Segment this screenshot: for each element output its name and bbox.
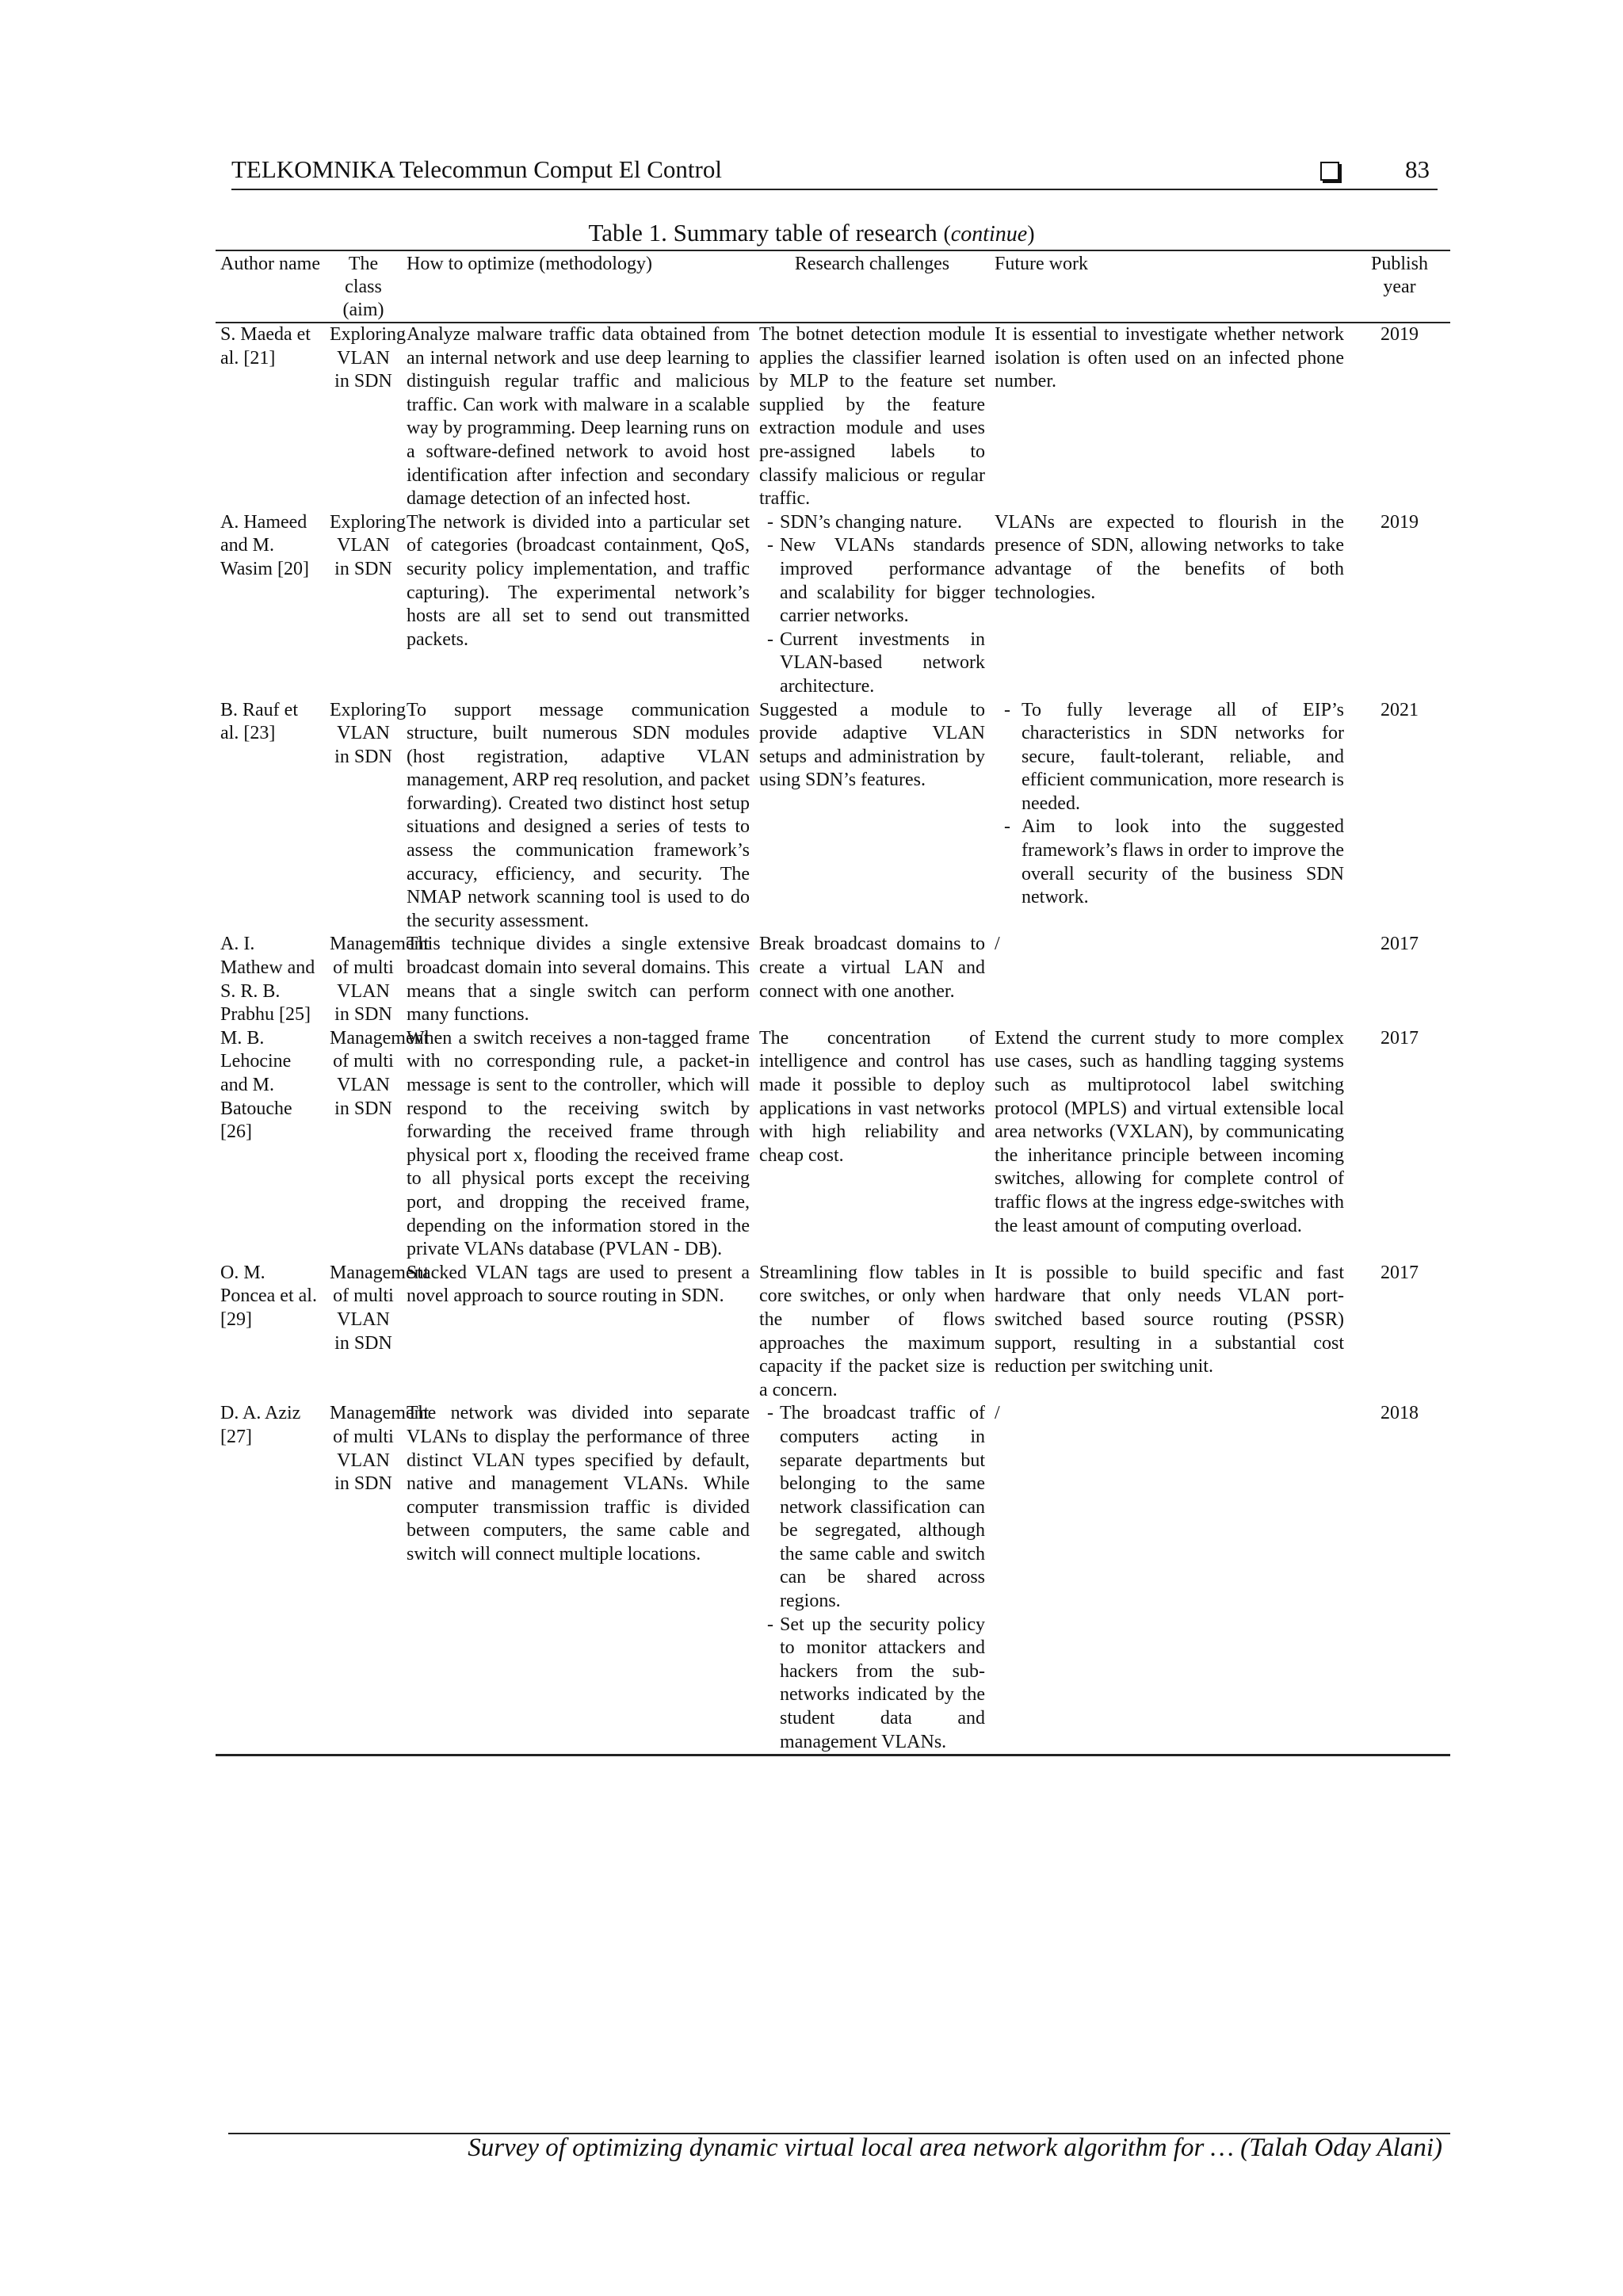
cell-challenges: Suggested a module to provide adaptive VLAN setups and administration by using SDN’s features. bbox=[759, 699, 985, 791]
cell-method: Analyze malware traffic data obtained from an internal network and use deep learning to distinguish regular traffic and malicious traffic. Can work with malware in a scalable way by programming. Deep learning runs on a software-defined network to avoid host identification after infection and secondary damage detection of an infected host. bbox=[407, 324, 750, 510]
cell-method: To support message communication structure, built numerous SDN modules (host registration, adaptive VLAN management, ARP req resolution, and packet forwarding). Created two distinct host setup situations and designed a series of tests to assess the communication framework’s accuracy, efficiency, and security. The NMAP network scanning tool is used to do the security assessment. bbox=[407, 699, 750, 931]
table-row bbox=[216, 511, 1450, 699]
table-caption-suffix: (continue) bbox=[943, 222, 1035, 246]
cell-class: Exploring VLAN in SDN bbox=[330, 324, 406, 392]
col-header-method: How to optimize (methodology) bbox=[402, 250, 754, 323]
cell-challenges bbox=[754, 511, 990, 699]
cell-author: M. B. Lehocine and M. Batouche [26] bbox=[220, 1027, 292, 1143]
cell-year: 2017 bbox=[1381, 1262, 1419, 1283]
cell-future: It is essential to investigate whether network isolation is often used on an infected phone number. bbox=[995, 324, 1344, 392]
cell-class: Exploring VLAN in SDN bbox=[330, 511, 406, 579]
cell-future: It is possible to build specific and fast hardware that only needs VLAN port-switched based source routing (PSSR) support, resulting in a substantial cost reduction per switching unit. bbox=[995, 1262, 1344, 1377]
cell-year: 2018 bbox=[1381, 1403, 1419, 1424]
cell-challenges: The botnet detection module applies the classifier learned by MLP to the feature set supplied by the feature extraction module and uses pre-assigned labels to classify malicious or regular traffic. bbox=[759, 324, 985, 510]
cell-year: 2021 bbox=[1381, 699, 1419, 720]
square-bullet-icon bbox=[1320, 162, 1339, 181]
list-item: - To fully leverage all of EIP’s characteristics in SDN networks for secure, fault-tolerant, reliable, and efficient communication, more research is needed. bbox=[995, 699, 1344, 816]
cell-year: 2019 bbox=[1381, 511, 1419, 533]
list-item: - SDN’s changing nature. bbox=[759, 511, 985, 535]
cell-challenges: Break broadcast domains to create a virtual LAN and connect with one another. bbox=[759, 934, 985, 1002]
running-header bbox=[231, 155, 1438, 190]
cell-future: Extend the current study to more complex use cases, such as handling tagging systems such as multiprotocol label switching protocol (MPLS) and virtual extensible local area networks (VXLAN), by communicating the inheritance principle between incoming switches, allowing for complete control of traffic flows at the ingress edge-switches with the least amount of computing overload. bbox=[995, 1027, 1344, 1236]
page-number: 83 bbox=[1405, 155, 1430, 183]
list-item: - The broadcast traffic of computers acting in separate departments but belonging to the same network classification can be segregated, although the same cable and switch can be shared across regions. bbox=[759, 1402, 985, 1613]
list-item: - Current investments in VLAN-based network architecture. bbox=[759, 628, 985, 699]
cell-class: Management of multi VLAN in SDN bbox=[330, 1262, 430, 1354]
col-header-author: Author name bbox=[216, 250, 325, 323]
cell-year: 2017 bbox=[1381, 934, 1419, 955]
cell-author: S. Maeda et al. [21] bbox=[220, 324, 311, 369]
cell-future: / bbox=[995, 934, 1000, 955]
cell-challenges bbox=[754, 1402, 990, 1755]
future-work-list bbox=[995, 699, 1344, 910]
cell-author: A. Hameed and M. Wasim [20] bbox=[220, 511, 310, 579]
table-caption-text: Table 1. Summary table of research bbox=[588, 219, 938, 246]
running-footer: Survey of optimizing dynamic virtual local area network algorithm for … (Talah Oday Alani) bbox=[468, 2134, 1442, 2162]
list-item: - Set up the security policy to monitor attackers and hackers from the sub-networks indicated by the student data and management VLANs. bbox=[759, 1614, 985, 1755]
journal-name: TELKOMNIKA Telecommun Comput El Control bbox=[231, 155, 722, 183]
summary-table bbox=[216, 250, 1450, 1756]
table-row bbox=[216, 1402, 1450, 1755]
cell-future bbox=[990, 699, 1349, 934]
table-row bbox=[216, 699, 1450, 934]
table-row bbox=[216, 933, 1450, 1026]
table-caption bbox=[0, 219, 1623, 247]
cell-challenges: Streamlining flow tables in core switches, or only when the number of flows approaches the maximum capacity if the packet size is a concern. bbox=[759, 1262, 985, 1400]
cell-class: Management of multi VLAN in SDN bbox=[330, 1027, 430, 1119]
cell-year: 2017 bbox=[1381, 1027, 1419, 1049]
cell-method: This technique divides a single extensive broadcast domain into several domains. This means that a single switch can perform many functions. bbox=[407, 934, 750, 1026]
cell-class: Management of multi VLAN in SDN bbox=[330, 1403, 430, 1495]
table-row bbox=[216, 1262, 1450, 1403]
col-header-challenges: Research challenges bbox=[754, 250, 990, 323]
list-item: - Aim to look into the suggested framework’s flaws in order to improve the overall security of the business SDN network. bbox=[995, 816, 1344, 909]
challenge-list bbox=[759, 511, 985, 699]
col-header-year: Publish year bbox=[1349, 250, 1450, 323]
cell-method: The network was divided into separate VLANs to display the performance of three distinct VLAN types specified by default, native and management VLANs. While computer transmission traffic is divided between computers, the same cable and switch will connect multiple locations. bbox=[407, 1403, 750, 1564]
list-item: - New VLANs standards improved performance and scalability for bigger carrier networks. bbox=[759, 534, 985, 628]
cell-class: Exploring VLAN in SDN bbox=[330, 699, 406, 767]
table-header-row bbox=[216, 250, 1450, 323]
cell-future: VLANs are expected to flourish in the presence of SDN, allowing networks to take advantage of the benefits of both technologies. bbox=[995, 511, 1344, 603]
cell-author: A. I. Mathew and S. R. B. Prabhu [25] bbox=[220, 934, 315, 1026]
cell-challenges: The concentration of intelligence and control has made it possible to deploy applications in vast networks with high reliability and cheap cost. bbox=[759, 1027, 985, 1166]
cell-method: The network is divided into a particular set of categories (broadcast containment, QoS, security policy implementation, and traffic capturing). The experimental network’s hosts are all set to send out transmitted packets. bbox=[407, 511, 750, 650]
cell-author: O. M. Poncea et al. [29] bbox=[220, 1262, 317, 1330]
cell-method: When a switch receives a non-tagged frame with no corresponding rule, a packet-in message is sent to the controller, which will respond to the receiving switch by forwarding the received frame through physical port x, flooding the received frame to all physical ports except the receiving port, and dropping the received frame, depending on the information stored in the private VLANs database (PVLAN - DB). bbox=[407, 1027, 750, 1260]
challenge-list bbox=[759, 1402, 985, 1754]
cell-class: Management of multi VLAN in SDN bbox=[330, 934, 430, 1026]
col-header-future: Future work bbox=[990, 250, 1349, 323]
cell-future: / bbox=[995, 1403, 1000, 1424]
cell-author: D. A. Aziz [27] bbox=[220, 1403, 301, 1447]
table-row bbox=[216, 1027, 1450, 1262]
table-row bbox=[216, 323, 1450, 511]
cell-author: B. Rauf et al. [23] bbox=[220, 699, 298, 744]
cell-year: 2019 bbox=[1381, 324, 1419, 345]
cell-method: Stacked VLAN tags are used to present a novel approach to source routing in SDN. bbox=[407, 1262, 750, 1307]
col-header-class: The class (aim) bbox=[325, 250, 402, 323]
